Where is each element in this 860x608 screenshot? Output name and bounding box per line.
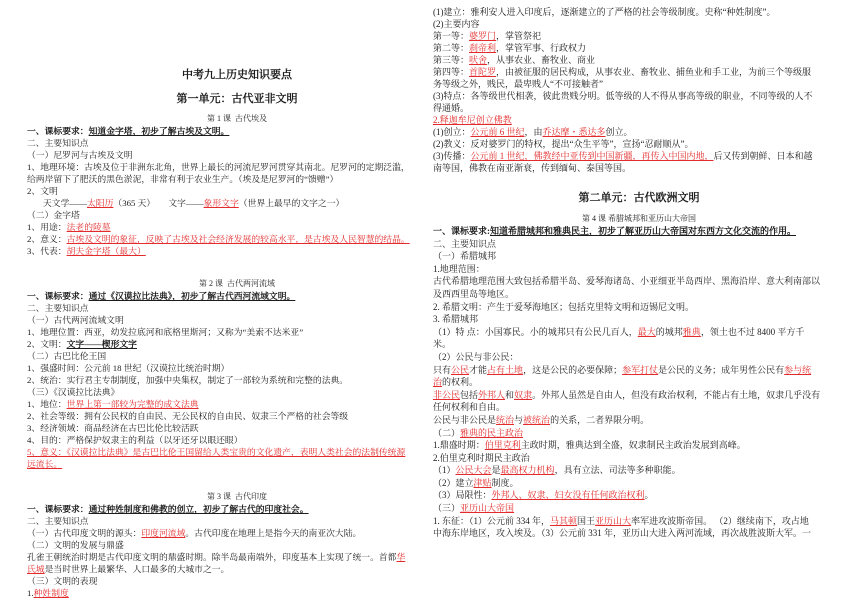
left-column — [27, 67, 427, 605]
text-line — [27, 434, 427, 446]
text-line — [27, 446, 427, 458]
unit-heading — [433, 190, 845, 206]
standard-requirement: 文字——楔形文字 — [66, 339, 137, 349]
text-run: 3、代表： — [27, 246, 67, 256]
text-run: (1)创立： — [433, 127, 471, 137]
text-line — [433, 42, 845, 54]
lesson-heading — [433, 213, 845, 225]
text-line — [433, 138, 845, 150]
text-line — [433, 464, 845, 477]
text-line — [433, 162, 845, 174]
text-run: 2.伯里克利时期民主政治 — [433, 452, 530, 463]
text-run: ，领土也不过 8400 平方千 — [700, 326, 805, 337]
text-line — [433, 90, 845, 102]
text-line — [433, 18, 845, 30]
text-line — [433, 238, 845, 251]
text-run: 任何权利和自由。 — [433, 402, 506, 413]
text-line — [433, 78, 845, 90]
key-term: 参军打仗 — [622, 364, 659, 375]
text-line — [27, 326, 427, 338]
text-run: 第 1 课 古代埃及 — [207, 114, 267, 123]
text-run: 率军进攻波斯帝国。 （2）继续南下，攻占地 — [631, 515, 809, 526]
key-term: 公民 — [451, 364, 470, 375]
text-line — [27, 338, 427, 350]
text-line — [27, 209, 427, 221]
text-run: 中考九上历史知识要点 — [182, 68, 292, 81]
text-run: 2、文明： — [27, 339, 67, 349]
text-run: 公民与非公民是 — [433, 414, 497, 425]
text-run: 第一单元：古代亚非文明 — [176, 92, 298, 105]
key-term: 世界上第一部较为完整的成文法典 — [66, 399, 199, 409]
text-run: （二）金字塔 — [27, 210, 80, 220]
key-term: 2.释迦牟尼创立佛教 — [433, 115, 512, 125]
lesson-heading — [27, 113, 427, 125]
lesson-heading — [27, 491, 427, 503]
text-run: 1、地位： — [27, 399, 67, 409]
key-term: 治 — [433, 377, 443, 388]
text-line — [27, 290, 427, 302]
key-term: 占有土地 — [487, 364, 524, 375]
text-run: 得通婚。 — [433, 103, 470, 113]
text-run: 。古代印度在地理上是指今天的南亚次大陆。 — [185, 528, 362, 538]
text-line — [433, 54, 845, 66]
text-line — [27, 398, 427, 410]
text-run: ，掌管祭祀 — [496, 31, 542, 41]
key-term: 外邦人、奴隶、妇女没有任何政治权利 — [491, 490, 645, 501]
text-run: 是当时世界上最繁华、人口最多的大城市之一。 — [44, 564, 230, 574]
text-run: 是公民的义务；成年男性公民有 — [658, 364, 785, 375]
standard-requirement: 知道金字塔，初步了解古埃及文明。 — [88, 126, 230, 136]
text-run: 包括 — [460, 389, 479, 400]
text-run: 南等国，佛教在南亚渐衰，传到缅甸、泰国等国。 — [433, 163, 632, 173]
text-line — [27, 410, 427, 422]
text-run: 务等级之外，贱民，最卑贱人“不可接触者” — [433, 79, 603, 89]
text-run: （3）局限性： — [433, 490, 492, 501]
key-term: 被统治 — [523, 414, 551, 425]
text-line — [27, 362, 427, 374]
text-run: 二、主要知识点 — [27, 303, 89, 313]
text-run: 才能 — [469, 364, 488, 375]
key-term: 参与统 — [784, 364, 812, 375]
text-line — [27, 575, 427, 587]
key-term: 刹帝利 — [469, 43, 497, 53]
text-line — [27, 527, 427, 539]
text-line — [433, 439, 845, 452]
text-line — [27, 539, 427, 551]
text-line — [433, 102, 845, 114]
standard-requirement: 通过种姓制度和佛教的创立，初步了解古代的印度社会。 — [88, 504, 309, 514]
text-run: 是 — [491, 465, 501, 476]
text-line — [433, 326, 845, 339]
text-line — [27, 422, 427, 434]
key-term: 远流长。 — [27, 459, 63, 469]
text-run: 第三等： — [433, 55, 470, 65]
section-label: 一、课标要求： — [27, 126, 89, 136]
text-run: 第一等： — [433, 31, 470, 41]
text-run: （一）尼罗河与古埃及文明 — [27, 150, 133, 160]
text-run: 的关系，二者界限分明。 — [550, 414, 650, 425]
text-run: 与 — [514, 414, 524, 425]
text-run: （二）文明的发展与鼎盛 — [27, 540, 124, 550]
key-term: 氏城 — [27, 564, 45, 574]
text-line — [433, 6, 845, 18]
key-term: 亚历山大帝国 — [460, 503, 515, 514]
text-run: 1.鼎盛时期： — [433, 440, 485, 451]
text-line — [27, 458, 427, 470]
text-run: 米。 — [433, 339, 452, 350]
text-run: ，掌管军事、行政权力 — [496, 43, 587, 53]
text-run: 1、地理环境：古埃及位于非洲东北角，世界上最长的河流尼罗河贯穿其南北。尼罗河的定期泛滥， — [27, 162, 410, 172]
key-term: 最大 — [637, 326, 656, 337]
text-run: 1、地理位置：西亚，幼发拉底河和底格里斯河；又称为“美索不达米亚” — [27, 327, 304, 337]
text-line — [433, 313, 845, 326]
text-run: 第 2 课 古代两河流域 — [199, 279, 275, 288]
text-line — [27, 587, 427, 599]
text-run: 1.地理范围： — [433, 263, 485, 274]
text-run: （1）特 点：小国寡民。小的城邦只有公民几百人， — [433, 326, 638, 337]
text-run: 1、用途： — [27, 222, 67, 232]
text-run: 二、主要知识点 — [433, 238, 497, 249]
text-run: 古代希腊地理范围大致包括希腊半岛、爱琴海诸岛、小亚细亚半岛西岸、黑海沿岸、意大利南部以 — [433, 276, 821, 287]
text-line — [433, 515, 845, 528]
text-run: （世界上最早的文字之一） — [238, 198, 345, 208]
standard-requirement: 通过《汉谟拉比法典》，初步了解古代西河流域文明。 — [88, 291, 296, 301]
key-term: 统治 — [496, 414, 515, 425]
text-line — [433, 225, 845, 238]
text-line — [27, 149, 427, 161]
key-term: 华 — [396, 552, 406, 562]
text-run: 。 — [644, 490, 654, 501]
text-run: （2）公民与非公民： — [433, 351, 519, 362]
text-run: 2、统治：实行君主专制制度，加强中央集权，制定了一部较为系统和完整的法典。 — [27, 375, 349, 385]
text-line — [433, 427, 845, 440]
text-run: 第二等： — [433, 43, 470, 53]
key-term: 印度河流域 — [141, 528, 186, 538]
text-run: （三）文明的表现 — [27, 576, 98, 586]
text-run: 。外邦人虽然是自由人，但没有政治权利，不能占有土地，奴隶几乎没有 — [532, 389, 821, 400]
section-label: 一、课标要求： — [27, 504, 89, 514]
text-run: 中海东岸地区，攻入埃及。（3）公元前 331 年，亚历山大进入两河流域，再次战胜波斯大军。一 — [433, 528, 812, 539]
text-line — [27, 551, 427, 563]
text-line — [433, 114, 845, 126]
key-term: 太阳历 — [87, 198, 114, 208]
text-line — [27, 173, 427, 185]
text-line — [27, 137, 427, 149]
text-line — [433, 502, 845, 515]
text-run: (1)建立：雅利安人进入印度后，逐渐建立的了严格的社会等级制度。史称“种姓制度”。 — [433, 7, 776, 17]
text-run: （365 天） 文字—— — [113, 198, 204, 208]
key-term: 奴隶 — [514, 389, 533, 400]
text-run: （三） — [433, 503, 461, 514]
text-run: 第 4 课 希腊城邦和亚历山大帝国 — [582, 214, 696, 223]
unit-heading — [27, 91, 427, 107]
key-term: 首陀罗 — [469, 67, 497, 77]
text-line — [433, 351, 845, 364]
text-run: 二、主要知识点 — [27, 138, 89, 148]
text-run: (3)特点：各等级世代相袭，彼此贵贱分明。低等级的人不得从事高等级的职业，不同等级的人不 — [433, 91, 813, 101]
text-run: 国王 — [577, 515, 596, 526]
text-run: （三）《汉谟拉比法典》 — [27, 387, 120, 397]
text-line — [27, 503, 427, 515]
text-line — [27, 233, 427, 245]
text-run: 二、主要知识点 — [27, 516, 89, 526]
lesson-heading — [27, 278, 427, 290]
text-line — [433, 364, 845, 377]
text-run: 第二单元：古代欧洲文明 — [578, 191, 700, 204]
text-run: 孔雀王朝统治时期是古代印度文明的鼎盛时期。除半岛最南端外，印度基本上实现了统一。首都 — [27, 552, 397, 562]
key-term: 公元前 6 世纪 — [470, 127, 525, 137]
key-term: 法老的陵墓 — [66, 222, 111, 232]
text-run: 主政时期，雅典达到全盛，奴隶制民主政治发展到高峰。 — [520, 440, 746, 451]
text-run: (2)教义：反对婆罗门的特权，提出“众生平等”，宣扬“忍耐顺从”。 — [433, 139, 694, 149]
text-run: 3. 希腊城邦 — [433, 314, 479, 325]
text-line — [27, 161, 427, 173]
text-line — [433, 30, 845, 42]
text-line — [433, 414, 845, 427]
text-line — [27, 563, 427, 575]
section-label: 一、课标要求： — [27, 291, 89, 301]
text-line — [433, 401, 845, 414]
text-line — [433, 452, 845, 465]
text-run: (2)主要内容 — [433, 19, 480, 29]
text-line — [433, 376, 845, 389]
text-run: 1、强盛时间：公元前 18 世纪（汉谟拉比统治时期） — [27, 363, 230, 373]
text-line — [27, 314, 427, 326]
text-line — [433, 338, 845, 351]
text-run: 1. 东征：（1）公元前 334 年， — [433, 515, 551, 526]
text-run: （二） — [433, 427, 461, 438]
document-title — [27, 67, 427, 83]
key-term: 胡夫金字塔（最大） — [66, 246, 146, 256]
text-run: 只有 — [433, 364, 452, 375]
text-run: 给两岸留下了肥沃的黑色淤泥，非常有利于农业生产。（埃及是尼罗河的“馈赠”） — [27, 174, 339, 184]
text-line — [27, 185, 427, 197]
key-term: 马其顿 — [550, 515, 578, 526]
text-run: 和 — [505, 389, 515, 400]
right-column — [433, 6, 845, 604]
text-line — [27, 302, 427, 314]
key-term: 象形文字 — [203, 198, 239, 208]
text-line — [27, 221, 427, 233]
text-line — [27, 350, 427, 362]
text-run: （2）建立 — [433, 477, 474, 488]
text-run: 后又传到朝鲜、日本和越 — [713, 151, 813, 161]
text-line — [433, 263, 845, 276]
text-line — [27, 125, 427, 137]
text-line — [433, 275, 845, 288]
key-term: 最高权力机构 — [500, 465, 555, 476]
text-line — [27, 386, 427, 398]
text-run: 第四等： — [433, 67, 470, 77]
key-term: 雅典 — [682, 326, 701, 337]
text-run: （1） — [433, 465, 456, 476]
text-line — [433, 66, 845, 78]
key-term: 种姓制度 — [33, 588, 69, 598]
key-term: 公元前 1 世纪，佛教经中亚传到中国新疆，再传入中国内地， — [470, 151, 714, 161]
text-run: 及西西里岛等地区。 — [433, 288, 515, 299]
text-run: ，从事农业、畜牧业、商业 — [487, 55, 596, 65]
key-term: 外邦人 — [478, 389, 506, 400]
text-run: 2、社会等级：拥有公民权的自由民、无公民权的自由民、奴隶三个严格的社会等级 — [27, 411, 349, 421]
text-line — [433, 489, 845, 502]
key-term: 非公民 — [433, 389, 461, 400]
text-line — [433, 126, 845, 138]
text-line — [27, 245, 427, 257]
text-run: 制度。 — [491, 477, 519, 488]
text-run: （一）希腊城邦 — [433, 251, 497, 262]
text-run: ，由被征服的居民构成，从事农业、畜牧业、捕鱼业和手工业，为前三个等级服 — [496, 67, 812, 77]
key-term: 雅典的民主政治 — [460, 427, 524, 438]
key-term: 亚历山大 — [595, 515, 632, 526]
text-line — [433, 250, 845, 263]
key-term: 5、意义：《汉谟拉比法典》是古巴比伦王国留给人类宝贵的文化遗产，表明人类社会的法制传统源 — [27, 447, 406, 457]
standard-requirement: 知道希腊城邦和雅典民主，初步了解亚历山大帝国对东西方文化交流的作用。 — [490, 226, 797, 236]
section-label: 一、课标要求: — [433, 226, 490, 236]
text-run: （一）古代印度文明的源头： — [27, 528, 142, 538]
text-run: ，由 — [524, 127, 543, 137]
text-run: 2、文明 — [27, 186, 58, 196]
key-term: 古埃及文明的象征，反映了古埃及社会经济发展的较高水平，是古埃及人民智慧的结晶。 — [66, 234, 410, 244]
text-run: (3)传播： — [433, 151, 471, 161]
text-run: 3、经济领域：商品经济在古巴比伦比较活跃 — [27, 423, 199, 433]
text-line — [27, 197, 427, 209]
text-run: 创立。 — [605, 127, 633, 137]
text-run: （一）古代两河流域文明 — [27, 315, 124, 325]
text-run: 第 3 课 古代印度 — [207, 492, 267, 501]
key-term: 津贴 — [473, 477, 492, 488]
text-line — [433, 477, 845, 490]
text-line — [27, 374, 427, 386]
text-run: ，这是公民的必要保障； — [523, 364, 623, 375]
text-run: 的城邦 — [655, 326, 683, 337]
text-run: 1. — [27, 588, 34, 598]
text-line — [433, 301, 845, 314]
text-line — [433, 288, 845, 301]
text-line — [433, 527, 845, 540]
text-line — [27, 515, 427, 527]
key-term: 伯里克利 — [484, 440, 521, 451]
text-run: 4、目的：严格保护奴隶主的利益（以牙还牙以眼还眼） — [27, 435, 243, 445]
text-run: 的权利。 — [442, 377, 479, 388]
text-run: 天文学—— — [43, 198, 87, 208]
text-run: （二）古巴比伦王国 — [27, 351, 107, 361]
key-term: 吠舍 — [469, 55, 488, 65]
key-term: 婆罗门 — [469, 31, 497, 41]
text-run: ，具有立法、司法等多种职能。 — [554, 465, 681, 476]
key-term: 公民大会 — [455, 465, 492, 476]
text-line — [433, 150, 845, 162]
key-term: 乔达摩・悉达多 — [542, 127, 606, 137]
text-run: 2. 希腊文明：产生于爱琴海地区；包括克里特文明和迈锡尼文明。 — [433, 301, 695, 312]
text-run: 2、意义： — [27, 234, 67, 244]
text-line — [433, 389, 845, 402]
